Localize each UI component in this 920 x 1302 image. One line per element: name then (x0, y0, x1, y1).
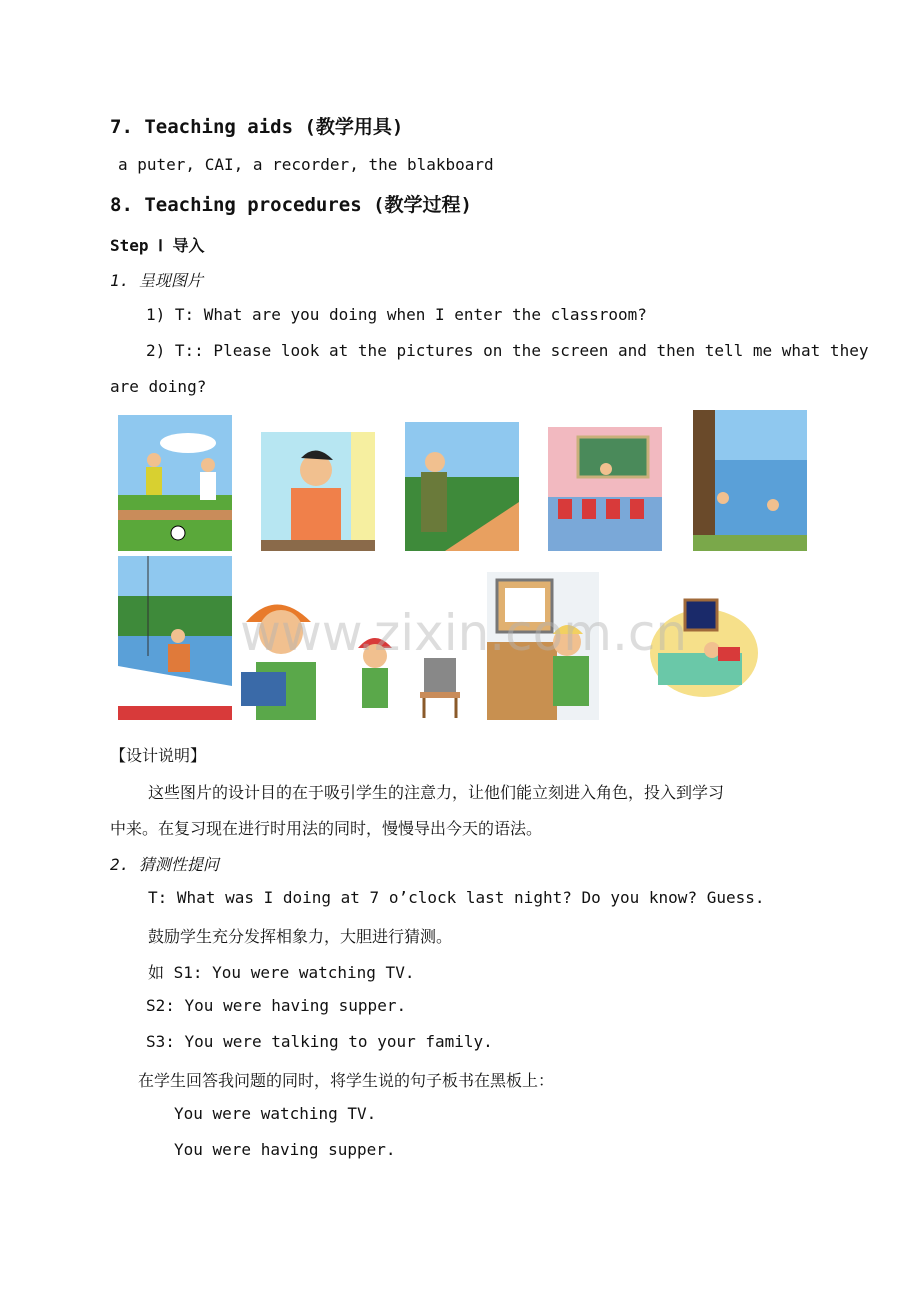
classroom-picture (548, 427, 662, 551)
step1-title: Step Ⅰ 导入 (110, 236, 205, 255)
watermark: www.zixin.com.cn (240, 604, 688, 662)
playing-soccer-picture (118, 415, 232, 551)
question-2: 2) T:: Please look at the pictures on the screen and then tell me what they (146, 341, 869, 360)
student-answer-1: 如 S1: You were watching TV. (148, 963, 415, 982)
section8-heading: 8. Teaching procedures (教学过程) (110, 194, 472, 216)
guess-question: T: What was I doing at 7 o’clock last night? Do you know? Guess. (148, 888, 765, 907)
question-2-cont: are doing? (110, 377, 207, 396)
board-sentence-1: You were watching TV. (174, 1104, 377, 1123)
section7-heading: 7. Teaching aids (教学用具) (110, 116, 404, 138)
student-answer-3: S3: You were talking to your family. (146, 1032, 493, 1051)
encourage-note: 鼓励学生充分发挥相象力，大胆进行猜测。 (148, 927, 453, 946)
design-note-text-1: 这些图片的设计目的在于吸引学生的注意力，让他们能立刻进入角色，投入到学习 (148, 783, 725, 802)
design-note-title: 【设计说明】 (110, 746, 207, 765)
fishing-picture (118, 556, 232, 720)
swimming-picture (693, 410, 807, 551)
part2-title: 2. 猜测性提问 (110, 855, 219, 874)
teaching-aids-list: a puter, CAI, a recorder, the blakboard (118, 155, 494, 174)
student-answer-2: S2: You were having supper. (146, 996, 407, 1015)
taking-photo-picture (405, 422, 519, 551)
eating-picture (261, 432, 375, 551)
board-sentence-2: You were having supper. (174, 1140, 396, 1159)
question-1: 1) T: What are you doing when I enter the classroom? (146, 305, 647, 324)
design-note-text-2: 中来。在复习现在进行时用法的同时，慢慢导出今天的语法。 (110, 819, 543, 838)
part1-title: 1. 呈现图片 (110, 271, 203, 290)
board-note: 在学生回答我问题的同时，将学生说的句子板书在黑板上： (138, 1071, 555, 1090)
